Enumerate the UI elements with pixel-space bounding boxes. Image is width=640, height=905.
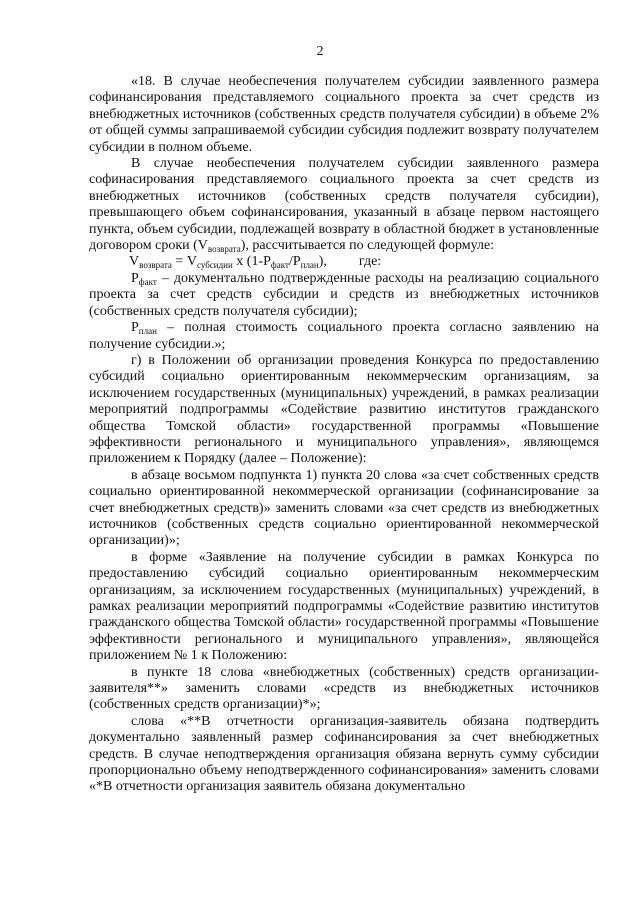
paragraph-return-rule: В случае необеспечения получателем субсидии заявленного размера софинасирования представляемого социального проекта за счет средств из внебюджетных источников (собственных средств получателя субсидии), превышающего объем софинансирования, указанный в абзаце первом настоящего пункта, объем субсидии, подлежащей возврату в областной бюджет в установленные договором сроки $(V_{возврата})$, рассчитывается по следующей формуле: [89,156,599,255]
paragraph-form-application: в форме «Заявление на получение субсидии в рамках Конкурса по предоставлению субсидий социально ориентированным некоммерческим организациям, за исключением государственных (муниципальных) учреждений, в рамках реализации мероприятий подпрограммы «Содействие развитию институтов гражданского общества Томской области» государственной программы «Повышение эффективности регионального и муниципального управления», являющейся приложением № 1 к Положению: [89,549,599,664]
paragraph-g: г) в Положении об организации проведения Конкурса по предоставлению субсидий социально ориентированным некоммерческим организациям, за исключением государственных (муниципальных) учреждений, в рамках реализации мероприятий подпрограммы «Содействие развитию институтов гражданского общества Томской области» государственной программы «Повышение эффективности регионального и муниципального управления», являющемся приложением к Порядку (далее – Положение): [89,352,599,467]
definition-pfakt: $Р_{факт}$ – документально подтвержденные расходы на реализацию социального проекта за счет средств субсидии и средств из внебюджетных источников (собственных средств получателя субсидии); [89,270,599,319]
definition-pplan: $Р_{план}$ – полная стоимость социального проекта согласно заявлению на получение субсидии.»; [89,320,599,352]
document-body [89,74,599,796]
paragraph-item-18: в пункте 18 слова «внебюджетных (собственных) средств организации-заявителя**» заменить словами «средств из внебюджетных источников (собственных средств организации)*»; [89,664,599,713]
paragraph-subitem-20: в абзаце восьмом подпункта 1) пункта 20 слова «за счет собственных средств социально ориентированной некоммерческой организации (софинансирование за счет внебюджетных средств)» заменить словами «за счет средств из внебюджетных источников (собственных средств социально ориентированной некоммерческой организации)»; [89,467,599,549]
page-number: 2 [316,44,324,59]
formula: $V_{возврата} = V_{субсидии}$ х $(1-Р_{факт}/Р_{план})$, где: [129,254,382,271]
paragraph-words-replace: слова «**В отчетности организация-заявитель обязана подтвердить документально заявленный размер софинансирования за счет внебюджетных средств. В случае неподтверждения организация обязана вернуть сумму субсидии пропорционально объему неподтвержденного софинансирования» заменить словами «*В отчетности организация заявитель обязана документально [89,713,599,795]
paragraph-18: «18. В случае необеспечения получателем субсидии заявленного размера софинансирования представляемого социального проекта за счет средств из внебюджетных источников (собственных средств получателя субсидии) в объеме 2% от общей суммы запрашиваемой субсидии субсидия подлежит возврату получателем субсидии в полном объеме. [89,74,599,155]
